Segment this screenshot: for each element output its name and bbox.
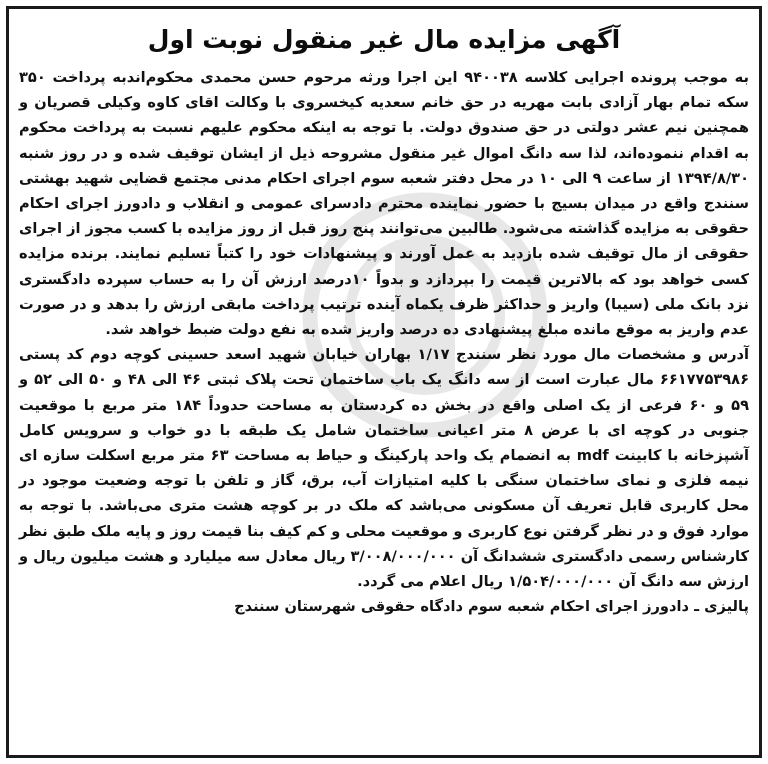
notice-frame (6, 6, 762, 758)
notice-title: آگهی مزایده مال غیر منقول نوبت اول (147, 25, 621, 54)
notice-body (19, 65, 749, 594)
notice-signature: پالیزی ـ دادورز اجرای احکام شعبه سوم دادگاه حقوقی شهرستان سنندج (234, 598, 749, 616)
notice-paragraph-auction-terms: به موجب پرونده اجرایی کلاسه ۹۴۰۰۳۸ این اجرا ورثه مرحوم حسن محمدی محکوم‌اندبه پرداخت ۳۵۰ سکه تمام بهار آزادی بابت مهریه در حق خانم سعدیه کیخسروی با وکالت اقای کاوه وکیلی قصریان و همچنین نیم عشر دولتی در حق صندوق دولت. با توجه به اینکه محکوم علیهم نسبت به پرداخت محکوم به اقدام ننموده‌اند، لذا سه دانگ اموال غیر منقول مشروحه ذیل از ایشان توقیف شده و در روز شنبه ۱۳۹۴/۸/۳۰ از ساعت ۹ الی ۱۰ در محل دفتر شعبه سوم اجرای احکام مدنی مجتمع قضایی شهید بهشتی سنندج واقع در میدان بسیج با حضور نماینده محترم دادسرای عمومی و انقلاب و دادورز اجرای احکام حقوقی به مزایده گذاشته می‌شود. طالبین می‌توانند پنج روز قبل از روز مزایده با کسب مجوز از اجرای حقوقی از مال توقیف شده بازدید به عمل آورند و پیشنهادات خود را کتباً تسلیم نمایند. برنده مزایده کسی خواهد بود که بالاترین قیمت را بپردازد و بدواً ۱۰درصد ارزش آن را به حساب سپرده دادگستری نزد بانک ملی (سیبا) واریز و حداکثر ظرف یکماه آینده ترتیب پرداخت مابقی ارزش را بدهد و در صورت عدم واریز به موقع مانده مبلغ پیشنهادی ده درصد واریز شده به نفع دولت ضبط خواهد شد. (19, 69, 749, 339)
notice-paragraph-property-details: آدرس و مشخصات مال مورد نظر سنندج ۱/۱۷ بهاران خیابان شهید اسعد حسینی کوچه دوم کد پستی ۶۶۱۷۷۵۳۹۸۶ مال عبارت است از سه دانگ یک باب ساختمان تحت پلاک ثبتی ۴۶ الی ۴۸ و ۵۰ الی ۵۲ و ۵۹ و ۶۰ فرعی از یک اصلی واقع در بخش ده کردستان به مساحت حدوداً ۱۸۴ متر مربع با موقعیت جنوبی در کوچه ای با عرض ۸ متر اعیانی ساختمان شامل یک طبقه با دو خواب و سرویس کامل آشپزخانه با کابینت mdf به انضمام یک واحد پارکینگ و حیاط به مساحت ۶۳ متر مربع اسکلت سازه ای نیمه فلزی و نمای ساختمان سنگی با کلیه امتیازات آب، برق، گاز و تلفن با توجه وضعیت موجود در محل کاربری قابل تعریف آن مسکونی می‌باشد که ملک در بر کوچه هشت متری می‌باشد. با توجه به موارد فوق و در نظر گرفتن نوع کاربری و موقعیت محلی و کم کیف بنا قیمت روز و پایه ملک طبق نظر کارشناس رسمی دادگستری ششدانگ آن ۳/۰۰۸/۰۰۰/۰۰۰ ریال معادل سه میلیارد و هشت میلیون ریال و ارزش سه دانگ آن ۱/۵۰۴/۰۰۰/۰۰۰ ریال اعلام می گردد. (19, 346, 750, 591)
